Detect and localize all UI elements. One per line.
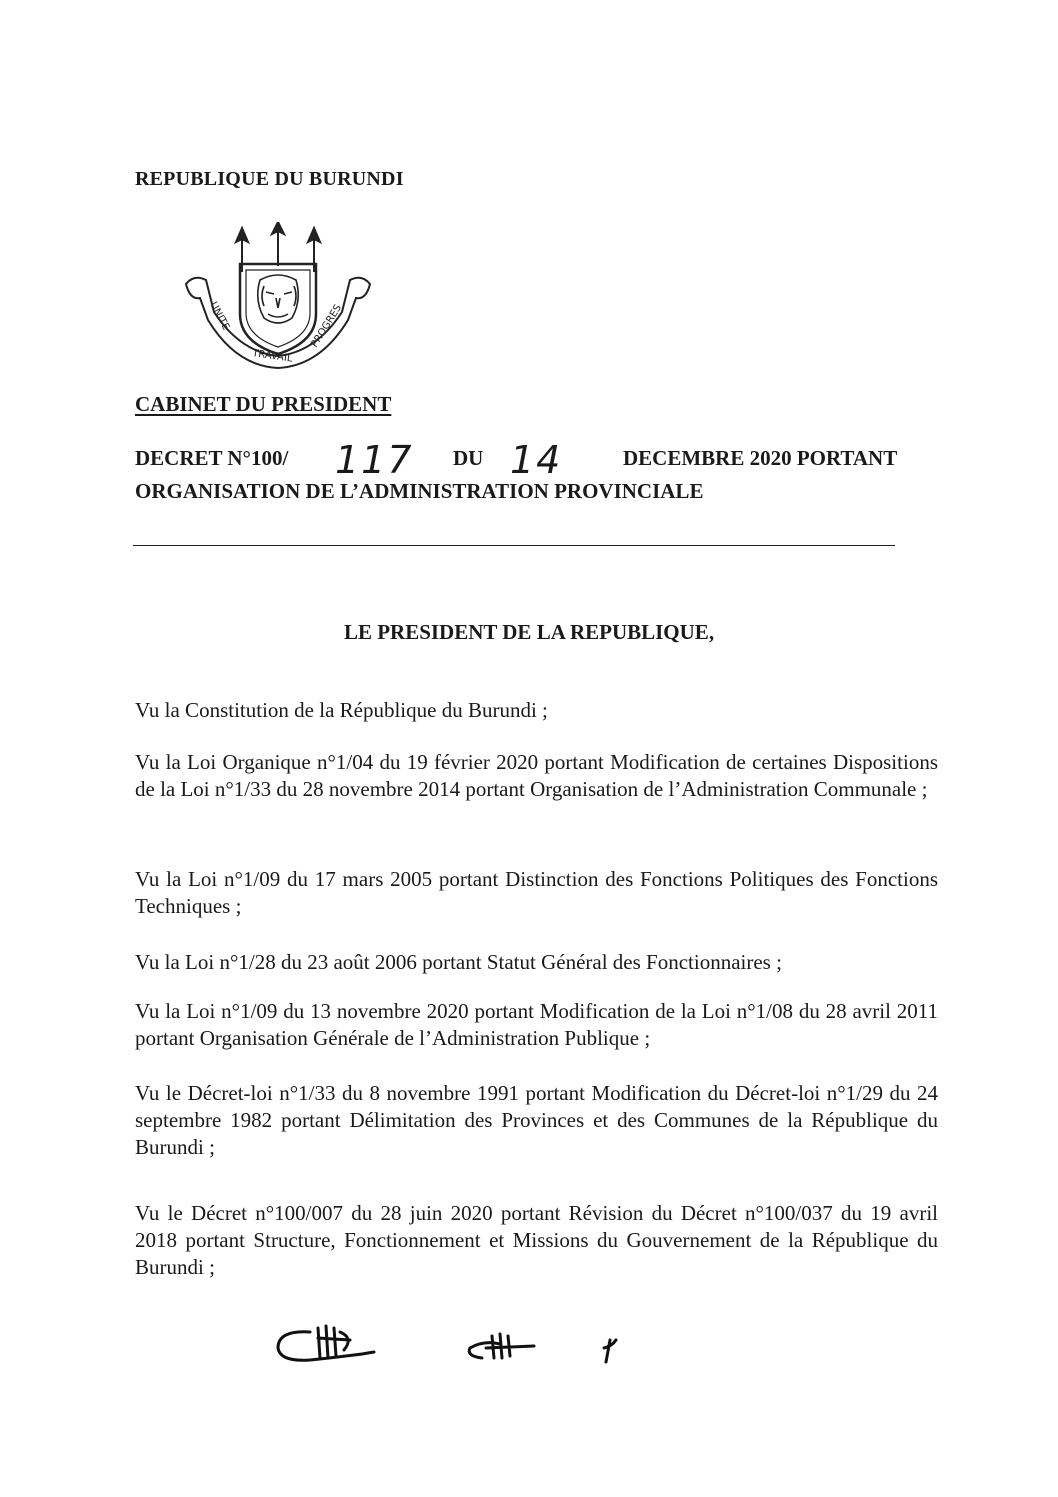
motto-travail: TRAVAIL [251,348,294,365]
burundi-coat-of-arms-emblem [180,222,376,372]
decree-date-suffix: DECEMBRE 2020 PORTANT [623,446,898,470]
decree-du: DU [453,446,484,470]
motto-unite: UNITE [207,300,232,333]
decree-day-handwritten: 14 [510,438,563,482]
president-heading: LE PRESIDENT DE LA REPUBLIQUE, [343,620,715,644]
cabinet-heading: CABINET DU PRESIDENT [135,392,392,416]
motto-progres: PROGRES [309,302,345,350]
country-heading: REPUBLIQUE DU BURUNDI [135,168,404,190]
visa-loi-distinction: Vu la Loi n°1/09 du 17 mars 2005 portant Distinction des Fonctions Politiques des Fonctions Techniques ; [135,867,938,918]
decree-title-line-1 [135,438,940,482]
visa-loi-organique: Vu la Loi Organique n°1/04 du 19 février 2020 portant Modification de certaines Dispositions de la Loi n°1/33 du 28 novembre 2014 portant Organisation de l’Administration Communale ; [135,750,938,801]
decree-number-handwritten: 117 [335,438,414,482]
visa-loi-statut: Vu la Loi n°1/28 du 23 août 2006 portant Statut Général des Fonctionnaires ; [135,950,782,974]
visa-loi-administration: Vu la Loi n°1/09 du 13 novembre 2020 portant Modification de la Loi n°1/08 du 28 avril 2011 portant Organisation Générale de l’Administration Publique ; [135,999,938,1050]
initials-signatures [270,1318,650,1378]
title-divider [133,545,895,546]
signature-2 [469,1334,534,1358]
visa-constitution: Vu la Constitution de la République du Burundi ; [135,698,548,722]
decree-prefix: DECRET N°100/ [135,446,289,470]
visa-decret-loi: Vu le Décret-loi n°1/33 du 8 novembre 1991 portant Modification du Décret-loi n°1/29 du 24 septembre 1982 portant Délimitation des Provinces et des Communes de la République du Burundi ; [135,1081,938,1159]
visa-decret-gouvernement: Vu le Décret n°100/007 du 28 juin 2020 portant Révision du Décret n°100/037 du 19 avril 2018 portant Structure, Fonctionnement et Missions du Gouvernement de la République du Burundi ; [135,1201,938,1279]
signature-3 [604,1340,616,1362]
decree-title-line-2: ORGANISATION DE L’ADMINISTRATION PROVINCIALE [135,479,704,503]
